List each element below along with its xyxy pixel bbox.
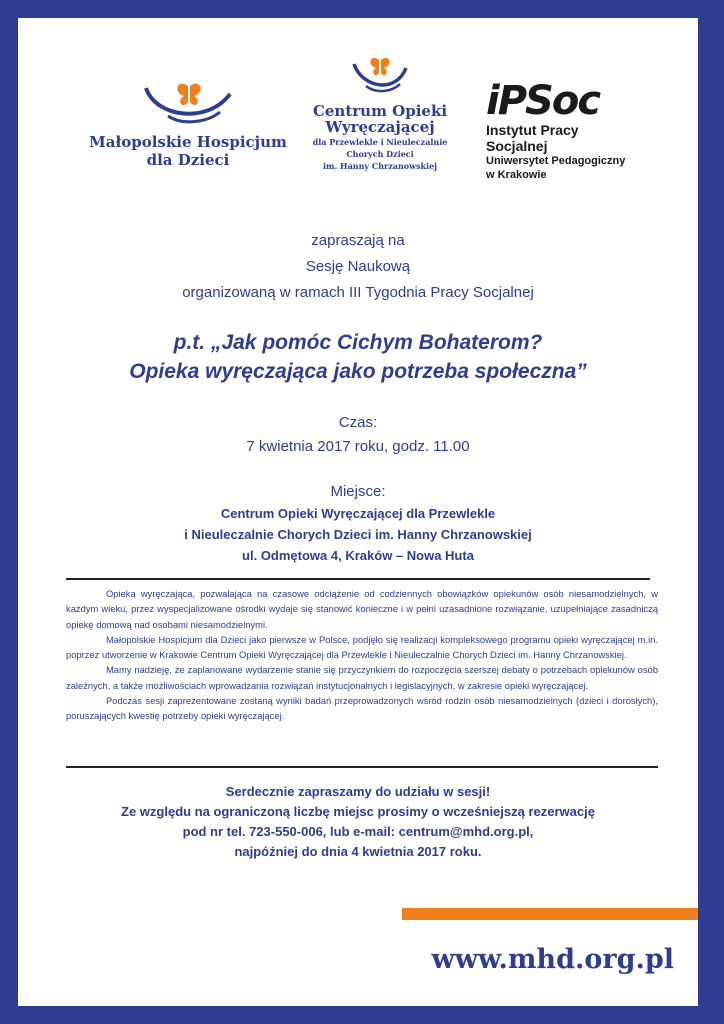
hospice-logo	[88, 78, 288, 169]
divider-top	[66, 578, 650, 580]
event-time	[18, 411, 698, 459]
time-label: Czas:	[338, 414, 378, 431]
time-value: 7 kwietnia 2017 roku, godz. 11.00	[246, 438, 470, 455]
hands-butterfly-icon	[348, 50, 412, 98]
centrum-name-line2: Wyręczającej	[325, 118, 435, 136]
hospice-name-line2: dla Dzieci	[146, 151, 230, 169]
centrum-sub-line3: im. Hanny Chrzanowskiej	[322, 161, 438, 171]
intro-line1: zapraszają na	[311, 232, 405, 249]
title-line2: Opieka wyręczająca jako potrzeba społeczna”	[129, 360, 587, 383]
centrum-logo	[290, 50, 470, 171]
centrum-sub-line1: dla Przewlekle i Nieuleczalnie	[312, 137, 448, 147]
title-line1: p.t. „Jak pomóc Cichym Bohaterom?	[173, 331, 543, 354]
closing-line2: Ze względu na ograniczoną liczbę miejsc prosimy o wcześniejszą rezerwację	[121, 804, 595, 819]
accent-bar	[402, 908, 698, 920]
centrum-sub-line2: Chorych Dzieci	[346, 149, 414, 159]
location-line3: ul. Odmętowa 4, Kraków – Nowa Huta	[242, 548, 474, 563]
event-location	[18, 481, 698, 566]
ipsoc-sub-line1: Uniwersytet Pedagogiczny	[486, 155, 626, 167]
description-paragraph-3: Mamy nadzieję, że zaplanowane wydarzenie stanie się przyczynkiem do rozpoczęcia szerszej debaty o potrzebach opiekunów osób zależnych, a także możliwościach wprowadzania rozwiązań instytucjonalnych i legislacyjnych, w zakresie opieki wyręczającej.	[66, 664, 658, 691]
closing-line1: Serdecznie zapraszamy do udziału w sesji!	[225, 784, 491, 799]
centrum-name-line1: Centrum Opieki	[312, 102, 448, 120]
closing-line3: pod nr tel. 723-550-006, lub e-mail: centrum@mhd.org.pl,	[182, 824, 534, 839]
description-paragraph-2: Małopolskie Hospicjum dla Dzieci jako pierwsze w Polsce, podjęło się realizacji kompleksowego programu opieki wyręczającej m.in. poprzez utworzenie w Krakowie Centrum Opieki Wyręczającej dla Przewlekle i Nieuleczalnie Chorych Dzieci im. Hanny Chrzanowskiej.	[66, 633, 658, 661]
ipsoc-sub-line2: w Krakowie	[486, 169, 547, 181]
hospice-name-line1: Małopolskie Hospicjum	[89, 133, 287, 151]
ipsoc-name: Instytut Pracy Socjalnej	[486, 122, 579, 154]
poster-content	[18, 18, 698, 1006]
location-line2: i Nieuleczalnie Chorych Dzieci im. Hanny Chrzanowskiej	[184, 527, 532, 542]
logo-row	[18, 38, 698, 208]
intro-line3: organizowaną w ramach III Tygodnia Pracy Socjalnej	[182, 284, 534, 301]
description-paragraph-1: Opieka wyręczająca, pozwalająca na czasowe odciążenie od codziennych obowiązków opiekunów osób niesamodzielnych, w każdym wieku, przez wyspecjalizowane ośrodki wydaje się stanowić konieczne i w pełni uzasadnione rozwiązanie, uzupełniające zasadniczą opiekę domową nad osobami niesamodzielnymi.	[66, 588, 658, 630]
ipsoc-logo	[486, 80, 636, 182]
description-text	[66, 586, 658, 724]
website-url[interactable]: www.mhd.org.pl	[431, 944, 674, 975]
location-label: Miejsce:	[330, 483, 386, 500]
closing-line4: najpóźniej do dnia 4 kwietnia 2017 roku.	[234, 844, 482, 859]
invitation-intro	[18, 228, 698, 306]
hands-butterfly-icon	[138, 78, 238, 128]
location-line1: Centrum Opieki Wyręczającej dla Przewlekle	[220, 506, 496, 521]
ipsoc-wordmark: iPSoc	[486, 78, 600, 124]
intro-line2: Sesję Naukową	[305, 258, 411, 275]
closing-invitation	[18, 782, 698, 862]
divider-bottom	[66, 766, 658, 768]
description-paragraph-4: Podczas sesji zaprezentowane zostaną wyniki badań przeprowadzonych wśród rodzin osób niesamodzielnych (dzieci i dorosłych), poruszających kwestię potrzeby opieki wyręczającej.	[66, 695, 658, 722]
session-title	[18, 328, 698, 386]
